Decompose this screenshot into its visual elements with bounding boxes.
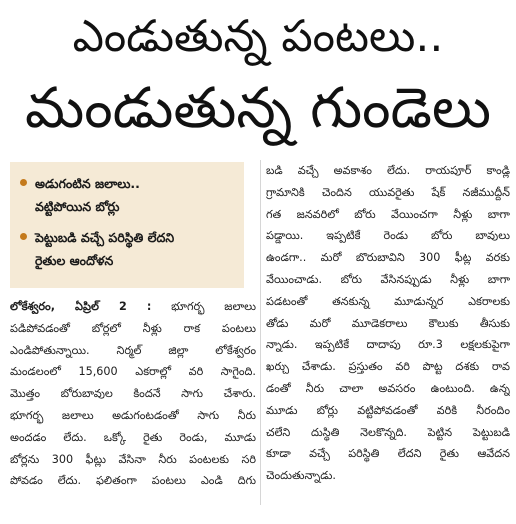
highlight-item: [18, 226, 236, 272]
highlight-item: [18, 172, 236, 218]
article-line: అందడం లేదు. ఒక్కో రైతు రెండు, మూడు: [10, 430, 256, 444]
article-line: ఖర్చు చేశాడు. ప్రస్తుతం వరి పొట్ట దశకు రావ: [266, 360, 510, 374]
bullet-dot-icon: [20, 179, 27, 186]
article-column-right: [266, 160, 510, 487]
headline-line-2: మండుతున్న గుండెలు: [24, 76, 492, 141]
highlights-box: [10, 162, 244, 288]
article-line: చలేని దుస్థితి నెలకొన్నది. పెట్టిన పెట్టుబడి: [266, 425, 510, 439]
article-line: పడటంతో తనకున్న మూడున్నర ఎకరాలకు: [266, 294, 510, 308]
article-line: పడిపోవడంతో బోర్లలో నీళ్లు రాక పంటలు: [10, 321, 256, 335]
article-line: తోడు మరో మూడెకరాలు కౌలుకు తీసుకు: [266, 316, 510, 330]
column-divider: [260, 160, 261, 505]
article-line: మొత్తం బోరుబావుల కిందనే సాగు చేశారు.: [10, 387, 256, 401]
article-line: పడ్డాయి. ఇప్పటికే రెండు బోరు బావులు: [266, 229, 510, 243]
highlight-line: వట్టిపోయిన బోర్లు: [35, 199, 120, 214]
highlight-line: పెట్టుబడి వచ్చే పరిస్థితి లేదని: [35, 230, 175, 245]
article-line: లోకేశ్వరం, ఏప్రిల్ 2 : భూగర్భ జలాలు: [10, 300, 256, 313]
article-line: బడి వచ్చే అవకాశం లేదు. రాయపూర్ కాండ్లి: [266, 164, 510, 177]
highlight-line: అడుగంటిన జలాలు..: [35, 176, 140, 191]
article-line: ఉండగా.. మరో బొరుబావిని 300 ఫీట్ల వరకు: [266, 251, 510, 265]
article-line: పోవడం లేదు. ఫలితంగా పంటలు ఎండి దిగు: [10, 474, 256, 488]
article-line: న్నాడు. ఇప్పటికే దాదాపు రూ.3 లక్షలకుపైగా: [266, 338, 510, 352]
article-line: మూడు బోర్లు వట్టిపోవడంతో వరికి నీరందిం: [266, 403, 510, 417]
article-line: మండలంలో 15,600 ఎకరాల్లో వరి సాగైంది.: [10, 365, 256, 379]
article-line: వేయించాడు. బోరు వేసినప్పుడు నీళ్లు బాగా: [266, 272, 510, 286]
article-line: భూగర్భ జలాలు అడుగంటడంతో సాగు నీరు: [10, 408, 256, 422]
article-line: కూడా వచ్చే పరిస్థితి లేదని రైతు ఆవేదన: [266, 447, 510, 461]
article-line: గ్రామానికి చెందిన యువరైతు షేక్ నజీముద్దీన్: [266, 185, 510, 199]
dateline: లోకేశ్వరం, ఏప్రిల్ 2 :: [10, 300, 152, 313]
bullet-dot-icon: [20, 233, 27, 240]
article-line: గత జనవరిలో బోరు వేయించగా నీళ్లు బాగా: [266, 207, 510, 221]
article-line: ఎండిపోతున్నాయి. నిర్మల్ జిల్లా లోకేశ్వరం: [10, 343, 256, 357]
article-line: డంతో నీరు చాలా అవసరం ఉంటుంది. ఉన్న: [266, 381, 510, 395]
article-column-left: [10, 296, 256, 492]
highlight-line: రైతుల ఆందోళన: [35, 253, 114, 268]
article-line: బోర్లను 300 ఫీట్లు వేసినా నీరు పంటలకు సరి: [10, 452, 256, 466]
headline-line-1: ఎండుతున్న పంటలు..: [72, 11, 444, 62]
article-line: చెందుతున్నాడు.: [266, 469, 336, 483]
